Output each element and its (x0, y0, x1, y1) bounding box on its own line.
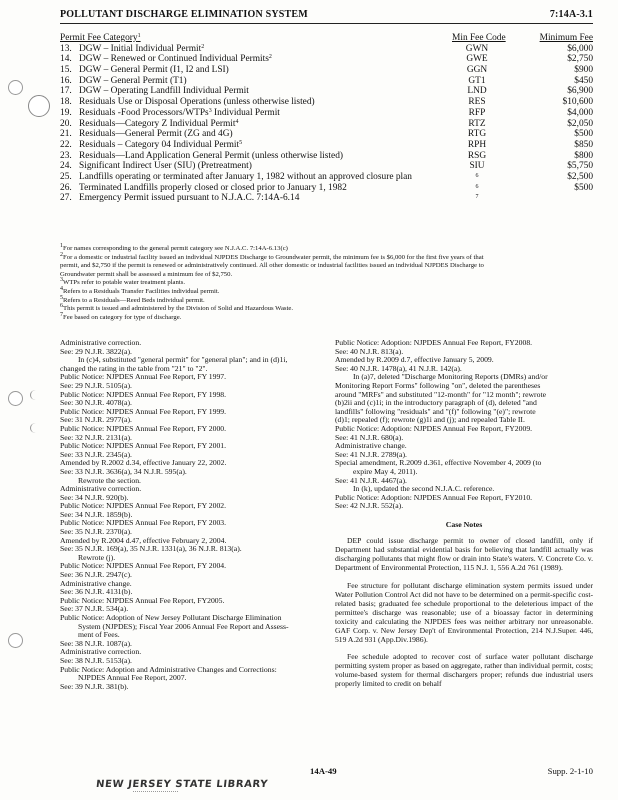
fee-row-category-text: Significant Indirect User (SIU) (Pretreatment) (79, 161, 252, 172)
footnote-text: Groundwater permit shall be assessed a minimum fee of $2,750. (60, 270, 233, 278)
fee-row-category-text: Individual Permit (211, 107, 280, 118)
fee-row (60, 97, 593, 108)
history-line: Amended by R.2009 d.7, effective January 5, 2009. (335, 355, 494, 365)
fee-row-code: GWN (465, 43, 489, 54)
fee-row-category (79, 76, 187, 87)
fee-row-amount: $500 (574, 182, 593, 193)
history-line: Public Notice: Adoption: NJPDES Annual Fee Report, FY2009. (335, 423, 533, 433)
fee-row-amount: $850 (574, 139, 593, 150)
margin-mark (30, 390, 41, 400)
footnote-ref: 5 (239, 139, 243, 146)
fee-row-number: 22. (60, 139, 72, 150)
fee-row-number: 15. (60, 65, 72, 76)
fee-row-amount: $2,750 (567, 54, 593, 65)
fee-row-category (79, 86, 249, 97)
history-line: Public Notice: NJPDES Annual Fee Report, FY 2000. (60, 423, 227, 433)
fee-row-category (79, 183, 347, 194)
history-line: See: 30 N.J.R. 4078(a). (60, 398, 132, 408)
fee-row-amount: $800 (574, 150, 593, 161)
fee-row-category (79, 172, 412, 183)
history-line: Public Notice: NJPDES Annual Fee Report, FY 2001. (60, 441, 227, 451)
fee-row-number: 23. (60, 150, 72, 161)
history-line: See: 31 N.J.R. 2977(a). (60, 415, 132, 425)
history-line: Amended by R.2002 d.34, effective January 22, 2002. (60, 458, 227, 468)
footnote-mark: 3 (60, 277, 63, 284)
fee-row-amount: $500 (574, 129, 593, 140)
history-line: See: 35 N.J.R. 2370(a). (60, 527, 132, 537)
fee-row-category (79, 129, 233, 140)
history-line: Public Notice: NJPDES Annual Fee Report, FY 2004. (60, 561, 227, 571)
history-line: Public Notice: NJPDES Annual Fee Report, FY2005. (60, 595, 225, 605)
history-notes-right (335, 339, 593, 698)
fee-row-number: 16. (60, 75, 72, 86)
col-header-category: Permit Fee Category$^1$ (60, 33, 141, 43)
fee-row-code: GGN (466, 65, 488, 76)
page-number: 14A-49 (310, 766, 337, 776)
history-line: In (k), updated the second N.J.A.C. reference. (353, 484, 495, 494)
fee-row-code: RTZ (468, 118, 486, 129)
fee-row (60, 193, 593, 204)
fee-row (60, 44, 593, 55)
footnote-text: This permit is issued and administered by the Division of Solid and Hazardous Waste. (63, 305, 294, 313)
fee-row-amount: $450 (574, 75, 593, 86)
history-line: See: 40 N.J.R. 813(a). (335, 346, 404, 356)
col-header-min-fee: Minimum Fee (539, 33, 593, 43)
fee-row (60, 76, 593, 87)
history-line: See: 29 N.J.R. 3822(a). (60, 346, 132, 356)
running-header (60, 9, 593, 24)
history-line: See: 29 N.J.R. 5105(a). (60, 380, 132, 390)
fee-row-category-text: DGW – Renewed or Continued Individual Permits (79, 54, 269, 65)
history-line: Public Notice: Adoption and Administrative Changes and Corrections: (60, 664, 277, 674)
fee-row-category-text: DGW – General Permit (T1) (79, 75, 187, 86)
history-line: Administrative change. (60, 578, 132, 588)
fee-row-code: SIU (469, 161, 485, 172)
fee-row-category-text: Landfills operating or terminated after January 1, 1982 without an approved closure plan (79, 171, 412, 182)
fee-row-category (79, 97, 315, 108)
history-line: See: 42 N.J.R. 552(a). (335, 501, 404, 511)
fee-row-code: RSG (467, 150, 487, 161)
history-line: Public Notice: NJPDES Annual Fee Report, FY 2003. (60, 518, 227, 528)
fee-row-code: GWE (466, 54, 488, 65)
fee-row-amount: $2,050 (567, 118, 593, 129)
footnote-ref: 2 (201, 43, 205, 50)
fee-row-category (79, 65, 229, 76)
history-line: See: 41 N.J.R. 2789(a). (335, 449, 407, 459)
supplement-date: Supp. 2-1-10 (547, 766, 593, 776)
fee-row-category-text: Residuals—Category Z Individual Permit (79, 118, 236, 129)
footnote-ref: 4 (235, 118, 239, 125)
history-line: Monitoring Report Forms" following "on", deleted the parentheses (335, 380, 541, 390)
footnote-text: WTPs refer to potable water treatment plants. (63, 279, 186, 287)
case-note-paragraph: Fee schedule adopted to recover cost of surface water pollutant discharge permitting system proper as based on aggregate, rather than individual permit, costs; volume-based system for thermal dischargers proper; refunds due industrial users properly limited to credit on behalf (335, 652, 593, 689)
history-line: See: 34 N.J.R. 920(b). (60, 492, 129, 502)
fee-row-code: 6 (475, 183, 479, 190)
library-stamp: NEW JERSEY STATE LIBRARY (95, 779, 269, 790)
fee-row (60, 183, 593, 194)
history-line: See: 33 N.J.R. 3636(a), 34 N.J.R. 595(a). (60, 466, 187, 476)
footnote-text: Refers to a Residuals Transfer Facilities individual permit. (63, 287, 220, 295)
fee-row-category-text: Residuals – Category 04 Individual Permit (79, 139, 240, 150)
fee-row-category-text: DGW – Initial Individual Permit (79, 43, 202, 54)
history-line: Public Notice: NJPDES Annual Fee Report, FY 2002. (60, 501, 227, 511)
fee-row-number: 27. (60, 193, 72, 204)
history-line: See: 38 N.J.R. 5153(a). (60, 655, 132, 665)
footnotes (60, 245, 593, 322)
fee-row-category-text: Residuals—Land Application General Permit (unless otherwise listed) (79, 150, 344, 161)
footnote (60, 251, 593, 263)
history-line: See: 39 N.J.R. 381(b). (60, 681, 129, 691)
history-line: Public Notice: NJPDES Annual Fee Report, FY 1998. (60, 389, 227, 399)
fee-row-code: RTG (467, 129, 487, 140)
fee-row-amount: $5,750 (567, 161, 593, 172)
footnote-text: For names corresponding to the general permit category see N.J.A.C. 7:14A-6.13(c) (63, 245, 288, 252)
fee-row-number: 24. (60, 161, 72, 172)
fee-row-code: RFP (468, 107, 486, 118)
fee-row-category (79, 108, 280, 119)
fee-row-code: GT1 (468, 75, 486, 86)
fee-row-code: 7 (475, 194, 479, 201)
footnote-mark: 7 (60, 311, 63, 318)
footnote (60, 262, 593, 271)
fee-row-category (79, 54, 272, 65)
fee-row-category-text: Emergency Permit issued pursuant to N.J.A.C. 7:14A-6.14 (79, 193, 300, 204)
punch-hole (8, 633, 23, 648)
fee-row (60, 54, 593, 65)
history-line: See: 38 N.J.R. 1087(a). (60, 638, 132, 648)
fee-row-category (79, 140, 242, 151)
footnote-text: Refers to a Residuals—Reed Beds individual permit. (63, 296, 205, 304)
footnote (60, 294, 593, 306)
history-line: See: 34 N.J.R. 1859(b). (60, 509, 133, 519)
history-line: In (c)4, substituted "general permit" for "general plan"; and in (d)1i, (78, 355, 288, 365)
fee-row (60, 119, 593, 130)
fee-row-number: 26. (60, 182, 72, 193)
fee-row-amount: $6,900 (567, 86, 593, 97)
header-section: 7:14A-3.1 (549, 9, 593, 20)
fee-row-code: LND (467, 86, 487, 97)
fee-row-category-text: DGW – Operating Landfill Individual Permit (79, 86, 249, 97)
history-line: NJPDES Annual Fee Report, 2007. (78, 673, 187, 683)
history-line: See: 41 N.J.R. 4467(a). (335, 475, 407, 485)
history-line: Public Notice: Adoption: NJPDES Annual Fee Report, FY2008. (335, 338, 533, 347)
fee-row-category (79, 193, 299, 204)
footnote-mark: 2 (60, 251, 63, 258)
footnote-text: permit, and $2,750 if the permit is renewed or administratively continued. All other domestic or industrial facilities issued an individual NJPDES Discharge to (60, 262, 484, 270)
fee-row-number: 21. (60, 129, 72, 140)
case-notes-heading: Case Notes (445, 519, 483, 529)
history-line: See: 40 N.J.R. 1478(a), 41 N.J.R. 142(a). (335, 363, 462, 373)
history-line: See: 33 N.J.R. 2345(a). (60, 449, 132, 459)
fee-row-amount: $4,000 (567, 107, 593, 118)
fee-row-category (79, 119, 239, 130)
footnote-ref: 3 (208, 107, 212, 114)
history-line: Public Notice: NJPDES Annual Fee Report, FY 1999. (60, 406, 227, 416)
case-note-paragraph: Fee structure for pollutant discharge elimination system permits issued under Water Pollution Control Act did not have to be determined on a permit-specific cost-related basis; graduated fee schedule proportional to the deleterious impact of the permittee's discharge was reasonable; use of a bioassay factor in determining toxicity and calculating the NJPDES fees was neither arbitrary nor unreasonable. GAF Corp. v. New Jersey Dep't of Environmental Protection, 214 N.J.Super. 446, 519 A.2d 931 (App.Div.1986). (335, 581, 593, 644)
fee-row (60, 129, 593, 140)
fee-row-amount: $10,600 (562, 97, 593, 108)
history-line: See: 36 N.J.R. 4131(b). (60, 587, 133, 597)
history-line: See: 41 N.J.R. 680(a). (335, 432, 404, 442)
history-notes-left (60, 339, 325, 691)
footnote-mark: 5 (60, 294, 63, 301)
fee-row-number: 14. (60, 54, 72, 65)
history-line: Special amendment, R.2009 d.361, effective November 4, 2009 (to (335, 458, 542, 468)
case-note-paragraph: DEP could issue discharge permit to owner of closed landfill, only if Department had substantial evidential basis for believing that landfill actually was discharging pollutants that might flow or drain into State's waters. V. Concrete Co. v. Department of Environmental Protection, 115 N.J. 1, 556 A.2d 761 (1989). (335, 536, 593, 573)
footnote-mark: 6 (60, 303, 63, 310)
history-line: Rewrote (j). (78, 552, 116, 562)
fee-row-category-text: Terminated Landfills properly closed or closed prior to January 1, 1982 (79, 182, 347, 193)
footnote-ref: 2 (268, 54, 272, 61)
fee-row-number: 13. (60, 43, 72, 54)
history-line: Administrative correction. (60, 484, 142, 494)
history-line: See: 37 N.J.R. 534(a). (60, 604, 129, 614)
fee-row-number: 17. (60, 86, 72, 97)
fee-row-category (79, 161, 252, 172)
punch-hole (28, 95, 50, 117)
fee-row-code: RPH (467, 139, 487, 150)
footnote (60, 311, 593, 323)
fee-row-number: 20. (60, 118, 72, 129)
fee-table-header (60, 33, 593, 44)
fee-row (60, 86, 593, 97)
fee-row-category-text: Residuals Use or Disposal Operations (unless otherwise listed) (79, 97, 315, 108)
fee-row-amount: $2,500 (567, 171, 593, 182)
history-line: Administrative correction. (60, 647, 142, 657)
margin-mark (30, 423, 41, 433)
footnote (60, 279, 593, 288)
history-line: See: 36 N.J.R. 2947(c). (60, 570, 132, 580)
fee-row (60, 108, 593, 119)
footnote (60, 285, 593, 297)
footnote (60, 305, 593, 314)
history-line: (b)2ii and (c)1i; in the introductory paragraph of (d), deleted "and (335, 398, 537, 408)
fee-row (60, 140, 593, 151)
history-line: Public Notice: Adoption of New Jersey Pollutant Discharge Elimination (60, 613, 282, 622)
history-line: changed the rating in the table from "21" to "2". (60, 363, 208, 373)
history-line: Amended by R.2004 d.47, effective February 2, 2004. (60, 535, 227, 545)
fee-row (60, 161, 593, 172)
library-stamp-rule (133, 791, 178, 794)
history-line: See: 32 N.J.R. 2131(a). (60, 432, 132, 442)
fee-row-category (79, 151, 343, 162)
footnote-mark: 4 (60, 285, 63, 292)
history-line: around "MRFs" and substituted "12-month" for "12 month"; rewrote (335, 389, 546, 399)
footnote-mark: 1 (60, 243, 63, 249)
history-line: Administrative change. (335, 441, 407, 451)
col-header-code: Min Fee Code (452, 33, 506, 43)
history-line: See: 35 N.J.R. 169(a), 35 N.J.R. 1331(a), 36 N.J.R. 813(a). (60, 544, 242, 554)
fee-row-number: 25. (60, 171, 72, 182)
history-line: In (a)7, deleted "Discharge Monitoring Reports (DMRs) and/or (353, 372, 548, 382)
fee-row-amount: $6,000 (567, 43, 593, 54)
fee-row-category-text: Residuals -Food Processors/WTPs (79, 107, 209, 118)
fee-row-amount: $900 (574, 65, 593, 76)
fee-row (60, 172, 593, 183)
fee-row (60, 151, 593, 162)
history-line: Public Notice: NJPDES Annual Fee Report, FY 1997. (60, 372, 227, 382)
punch-hole (8, 391, 23, 406)
history-line: Administrative correction. (60, 338, 142, 347)
history-line: Public Notice: Adoption: NJPDES Annual Fee Report, FY2010. (335, 492, 533, 502)
fee-row (60, 65, 593, 76)
history-line: Rewrote the section. (78, 475, 141, 485)
history-line: expire May 4, 2011). (353, 466, 418, 476)
footnote-text: For a domestic or industrial facility issued an individual NJPDES Discharge to Groundwater permit, the minimum fee is $6,000 for the first five years of that (63, 253, 484, 261)
fee-row-number: 19. (60, 107, 72, 118)
history-line: landfills" following "residuals" and "(f)" following "(e)"; rewrote (335, 406, 536, 416)
punch-hole (8, 80, 23, 95)
footnote (60, 245, 593, 254)
fee-row-code: 6 (475, 172, 479, 179)
history-line: ment of Fees. (78, 630, 120, 640)
history-line: (d)1; repealed (f); rewrote (g)1i and (j); and repealed Table II. (335, 415, 525, 425)
fee-row-category-text: Residuals—General Permit (ZG and 4G) (79, 129, 233, 140)
fee-row-code: RES (468, 97, 486, 108)
fee-row-number: 18. (60, 97, 72, 108)
fee-row-category (79, 44, 204, 55)
fee-row-category-text: DGW – General Permit (I1, I2 and LSI) (79, 65, 229, 76)
history-line: System (NJPDES); Fiscal Year 2006 Annual Fee Report and Assess- (78, 621, 289, 631)
footnote-text: Fee based on category for type of discharge. (63, 313, 182, 321)
fee-table (60, 33, 593, 204)
header-title: POLLUTANT DISCHARGE ELIMINATION SYSTEM (60, 9, 308, 20)
